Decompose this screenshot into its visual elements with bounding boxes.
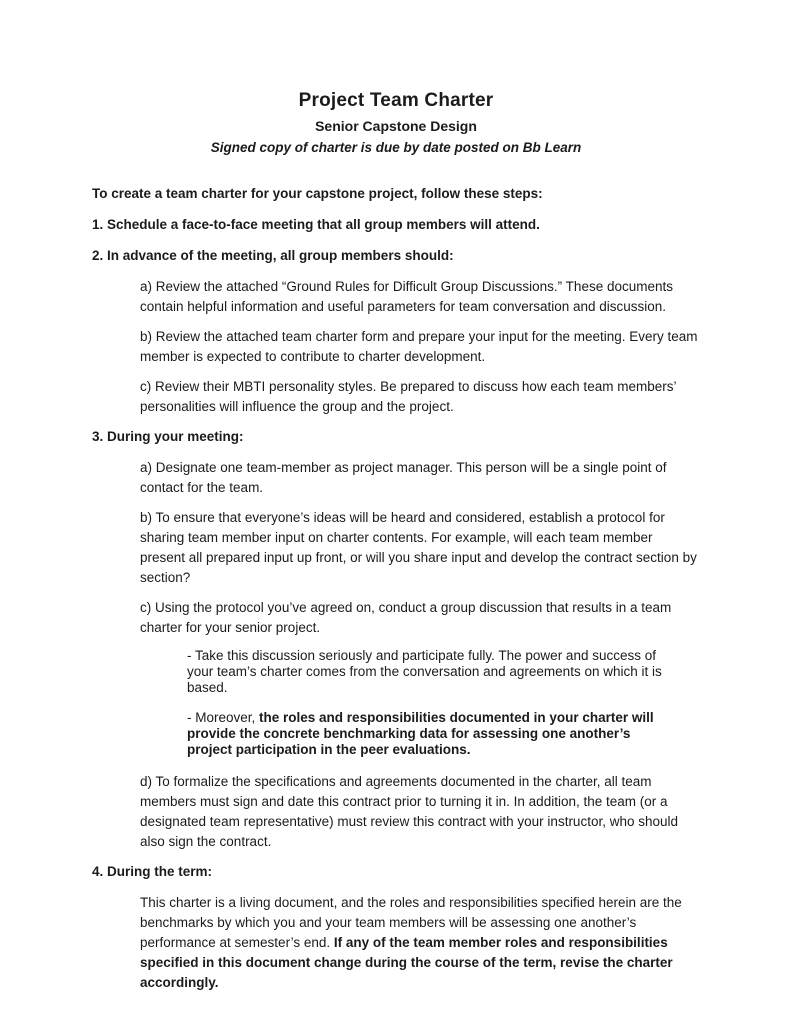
step-4-body-bold-text: If any of the team member roles and responsibilities specified in this document change during the course of the term, revise the charter accordingly. (140, 935, 673, 990)
step-3-item-d: d) To formalize the specifications and agreements documented in the charter, all team members must sign and date this contract prior to turning it in. In addition, the team (or a designated team representative) must review this contract with your instructor, who should also sign the contract. (140, 774, 679, 849)
step-3-note-moreover (187, 710, 672, 758)
step-2-item-b: b) Review the attached team charter form and prepare your input for the meeting. Every team member is expected to contribute to charter development. (140, 329, 698, 364)
step-2-item-a: a) Review the attached “Ground Rules for Difficult Group Discussions.” These documents contain helpful information and useful parameters for team conversation and discussion. (140, 279, 673, 314)
step-1-heading: 1. Schedule a face-to-face meeting that all group members will attend. (92, 217, 540, 232)
step-3-item-a: a) Designate one team-member as project manager. This person will be a single point of contact for the team. (140, 460, 667, 495)
step-3-item-c: c) Using the protocol you’ve agreed on, conduct a group discussion that results in a team charter for your senior project. (140, 600, 672, 635)
due-date-note: Signed copy of charter is due by date posted on Bb Learn (210, 140, 582, 155)
step-3-heading: 3. During your meeting: (92, 429, 244, 444)
document-header (92, 90, 700, 158)
intro-text: To create a team charter for your capstone project, follow these steps: (92, 186, 543, 201)
step-2-heading: 2. In advance of the meeting, all group members should: (92, 248, 454, 263)
step-3-note-take-seriously: - Take this discussion seriously and participate fully. The power and success of your team’s charter comes from the conversation and agreements on which it is based. (187, 648, 662, 695)
page-title: Project Team Charter (298, 90, 494, 111)
step-4-body (140, 893, 700, 993)
step-2-item-c: c) Review their MBTI personality styles. Be prepared to discuss how each team members’ personalities will influence the group and the project. (140, 379, 676, 414)
page-subtitle: Senior Capstone Design (315, 118, 477, 134)
note-moreover-prefix: - Moreover, (187, 710, 260, 725)
step-4-body-normal: This charter is a living document, and the roles and responsibilities specified herein are the benchmarks by which you and your team members will be assessing one another’s performance at semester’s end. (140, 895, 682, 950)
note-moreover-bold-text: the roles and responsibilities documented in your charter will provide the concrete benchmarking data for assessing one another’s project participation in the peer evaluations. (187, 710, 654, 757)
step-3-item-b: b) To ensure that everyone’s ideas will be heard and considered, establish a protocol for sharing team member input on charter contents. For example, will each team member present all prepared input up front, or will you share input and develop the contract section by section? (140, 510, 697, 585)
step-4-heading: 4. During the term: (92, 864, 213, 879)
